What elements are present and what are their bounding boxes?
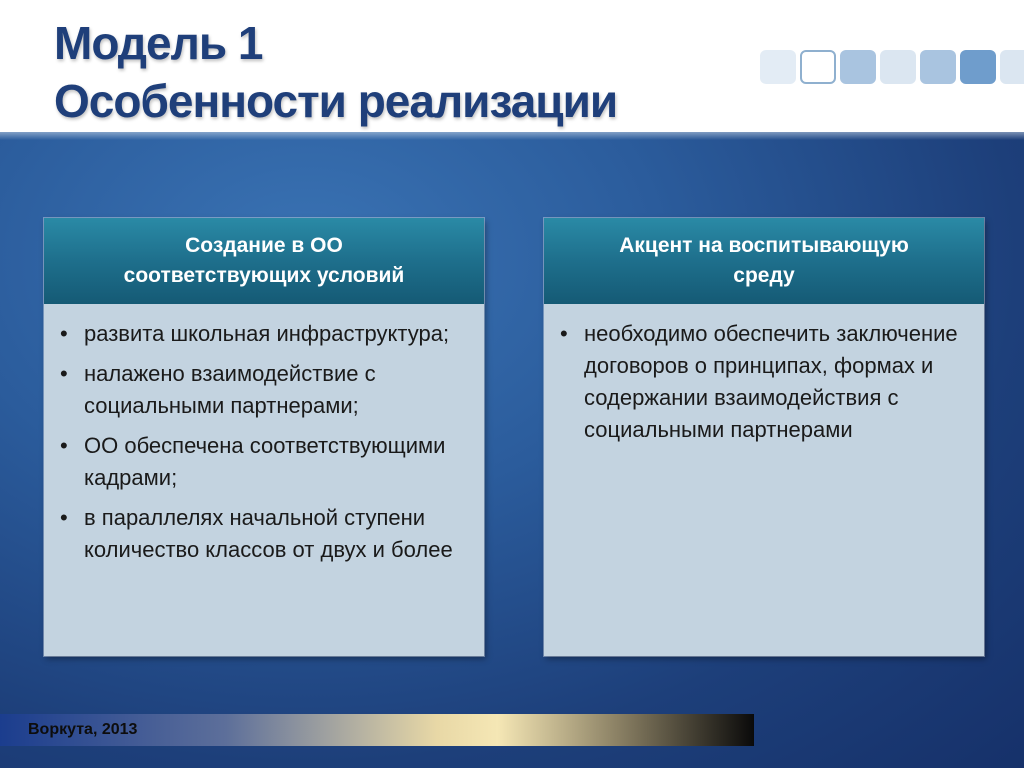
list-item — [58, 502, 466, 566]
footer-text: Воркута, 2013 — [28, 721, 138, 738]
content-background — [0, 132, 1024, 768]
list-item-text: в параллелях начальной ступени количество классов от двух и более — [84, 505, 453, 562]
panel-header-line: соответствующих условий — [123, 264, 405, 287]
list-item — [58, 430, 466, 494]
panel-header-line: Создание в ОО — [185, 234, 343, 257]
decorative-square — [760, 50, 796, 84]
panel-conditions — [44, 218, 484, 656]
decorative-square — [800, 50, 836, 84]
bullet-marker: • — [60, 321, 68, 346]
list-item-text: развита школьная инфраструктура; — [84, 321, 450, 346]
panel-environment — [544, 218, 984, 656]
decorative-square — [920, 50, 956, 84]
panel-header-line: Акцент на воспитывающую — [619, 234, 909, 257]
bullet-marker: • — [560, 321, 568, 346]
list-item-text: ОО обеспечена соответствующими кадрами; — [84, 433, 446, 490]
panel-header — [544, 218, 984, 304]
bullet-list — [544, 304, 984, 446]
bullet-marker: • — [60, 505, 68, 530]
decorative-square — [880, 50, 916, 84]
title-area — [0, 0, 1024, 132]
bullet-marker: • — [60, 361, 68, 386]
list-item — [58, 318, 466, 350]
decorative-square — [840, 50, 876, 84]
decorative-square — [1000, 50, 1024, 84]
decorative-squares — [760, 50, 1024, 86]
slide-title — [54, 14, 617, 130]
slide-title-line-2: Особенности реализации — [54, 75, 618, 127]
panel-header — [44, 218, 484, 304]
list-item-text: необходимо обеспечить заключение договоров о принципах, формах и содержании взаимодействия с социальными партнерами — [584, 321, 958, 442]
bullet-marker: • — [60, 433, 68, 458]
list-item — [558, 318, 966, 446]
slide-title-line-1: Модель 1 — [54, 17, 263, 69]
panel-header-line: среду — [733, 264, 795, 287]
list-item — [58, 358, 466, 422]
list-item-text: налажено взаимодействие с социальными партнерами; — [84, 361, 376, 418]
bullet-list — [44, 304, 484, 566]
decorative-square — [960, 50, 996, 84]
